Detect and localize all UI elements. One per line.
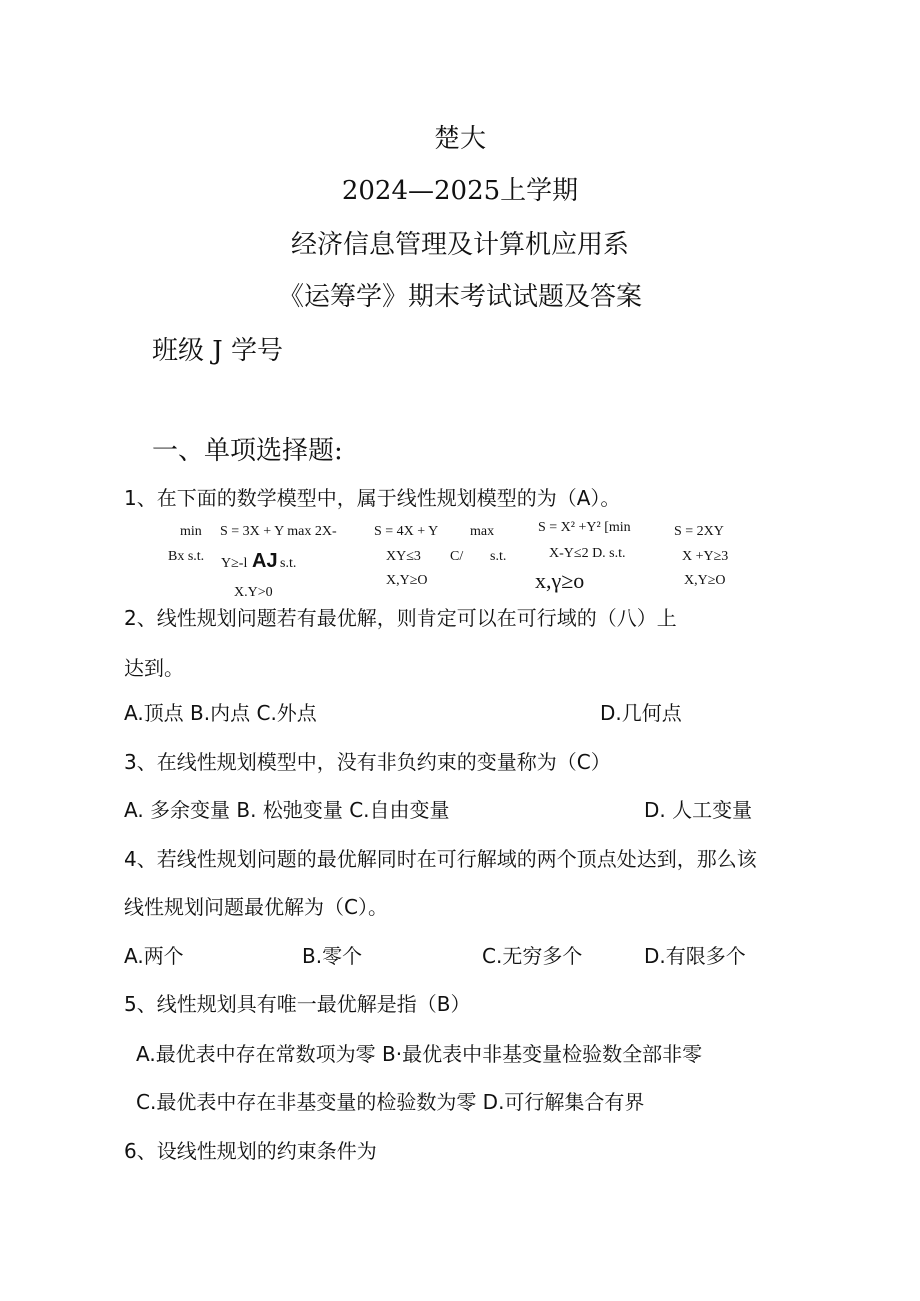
- question-2-line-2: 达到。: [124, 656, 184, 680]
- term-title: 2024—2025上学期: [341, 176, 579, 206]
- formula-fragment: Y≥-l: [221, 556, 248, 571]
- formula-fragment: S = 3X + Y max 2X-: [220, 524, 337, 539]
- school-name: 楚大: [433, 124, 486, 154]
- question-4-option-c: C.无穷多个: [482, 944, 583, 968]
- formula-fragment: x,γ≥o: [535, 568, 585, 593]
- section-heading: 一、单项选择题:: [152, 436, 343, 466]
- formula-fragment: s.t.: [490, 549, 507, 564]
- formula-fragment: X-Y≤2 D. s.t.: [549, 546, 626, 561]
- formula-fragment: XY≤3: [386, 549, 421, 564]
- formula-fragment: X,Y≥O: [386, 573, 428, 588]
- question-2-options: A.顶点 B.内点 C.外点: [124, 701, 317, 725]
- question-6: 6、设线性规划的约束条件为: [124, 1139, 377, 1163]
- formula-fragment: S = X² +Y² [min: [538, 520, 631, 535]
- class-id-line: 班级 J 学号: [152, 336, 283, 366]
- question-3-options: A. 多余变量 B. 松弛变量 C.自由变量: [124, 798, 450, 822]
- formula-fragment: S = 4X + Y: [374, 524, 439, 539]
- question-4-line-2: 线性规划问题最优解为（C）。: [124, 895, 388, 919]
- department-title: 经济信息管理及计算机应用系: [290, 230, 629, 260]
- formula-fragment: X +Y≥3: [682, 549, 729, 564]
- question-5-options-cd: C.最优表中存在非基变量的检验数为零 D.可行解集合有界: [136, 1090, 645, 1114]
- question-3-option-d: D. 人工变量: [644, 798, 753, 822]
- formula-fragment: Bx s.t.: [168, 549, 205, 564]
- formula-fragment: AJ: [252, 550, 278, 572]
- question-5: 5、线性规划具有唯一最优解是指（B）: [124, 992, 471, 1016]
- question-4-option-a: A.两个: [124, 944, 184, 968]
- question-2-line-1: 2、线性规划问题若有最优解，则肯定可以在可行域的（八）上: [124, 606, 677, 630]
- formula-fragment: min: [180, 524, 202, 539]
- question-1: 1、在下面的数学模型中，属于线性规划模型的为（A）。: [124, 486, 621, 510]
- formula-fragment: X.Y>0: [234, 585, 273, 600]
- formula-fragment: max: [470, 524, 495, 539]
- question-4-option-d: D.有限多个: [644, 944, 746, 968]
- formula-fragment: s.t.: [280, 556, 297, 571]
- formula-fragment: C/: [450, 549, 464, 564]
- question-4-line-1: 4、若线性规划问题的最优解同时在可行解域的两个顶点处达到，那么该: [124, 847, 757, 871]
- formula-fragment: S = 2XY: [674, 524, 724, 539]
- question-2-option-d: D.几何点: [600, 701, 682, 725]
- question-3: 3、在线性规划模型中，没有非负约束的变量称为（C）: [124, 750, 611, 774]
- question-4-option-b: B.零个: [302, 944, 363, 968]
- question-5-options-ab: A.最优表中存在常数项为零 B·最优表中非基变量检验数全部非零: [136, 1042, 703, 1066]
- formula-fragment: X,Y≥O: [684, 573, 726, 588]
- exam-title: 《运筹学》期末考试试题及答案: [277, 282, 642, 312]
